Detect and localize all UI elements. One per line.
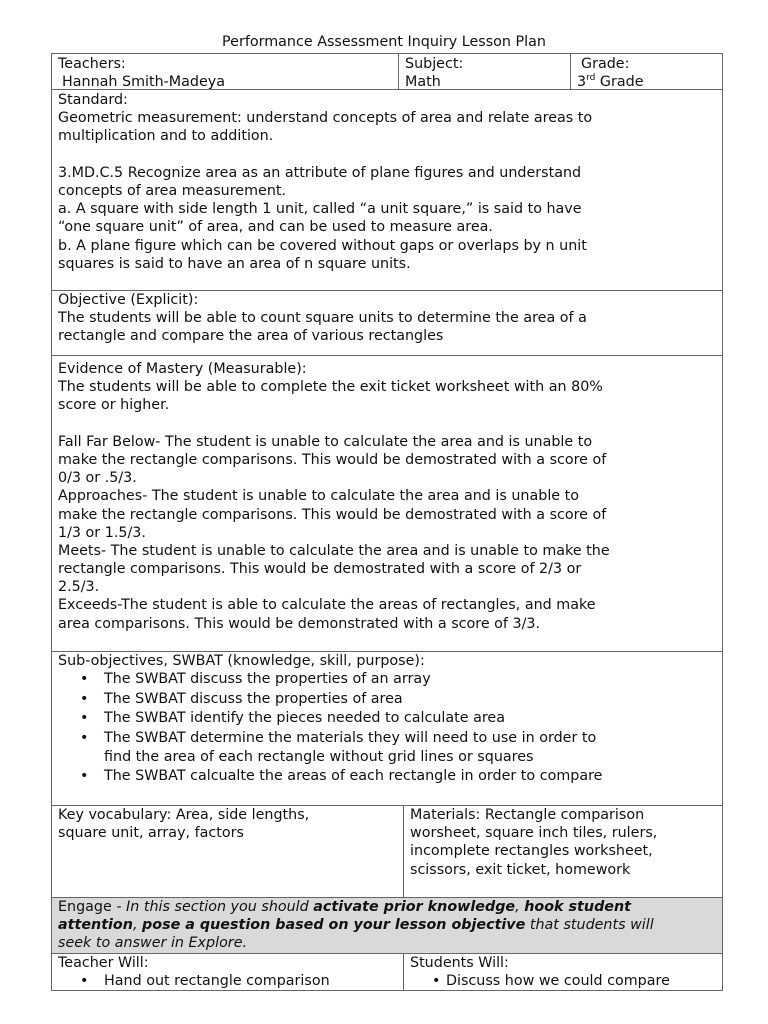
subobjectives-label: Sub-objectives, SWBAT (knowledge, skill, purpose): [58, 653, 425, 669]
grade-value [577, 73, 716, 90]
engage-text: , [515, 899, 525, 915]
evidence-line: Fall Far Below- The student is unable to calculate the area and is unable to [58, 433, 593, 450]
standard-line: Geometric measurement: understand concepts of area and relate areas to [58, 110, 593, 127]
subject-cell [398, 53, 571, 90]
grade-word: Grade [599, 74, 644, 90]
objective-section [51, 290, 723, 356]
engage-emphasis: pose a question based on your lesson objective [142, 917, 526, 934]
evidence-line: score or higher. [58, 397, 170, 414]
engage-text: seek to answer in Explore. [58, 935, 248, 952]
materials-line: worsheet, square inch tiles, rulers, [410, 825, 658, 842]
evidence-text [58, 378, 716, 633]
evidence-line: rectangle comparisons. This would be demostrated with a score of 2/3 or [58, 561, 582, 578]
standard-line: squares is said to have an area of n square units. [58, 255, 411, 272]
subobjectives-list [58, 670, 716, 787]
objective-label: Objective (Explicit): [58, 292, 199, 308]
subobjective-item: • The SWBAT discuss the properties of an array [58, 670, 716, 690]
standard-line: 3.MD.C.5 Recognize area as an attribute of plane figures and understand [58, 164, 582, 181]
teacher-will-label: Teacher Will: [58, 955, 149, 971]
standard-line: a. A square with side length 1 unit, called “a unit square,” is said to have [58, 201, 582, 218]
document-title: Performance Assessment Inquiry Lesson Plan [222, 34, 546, 50]
evidence-line: 2.5/3. [58, 579, 100, 596]
grade-number: 3 [577, 74, 587, 90]
standard-line: b. A plane figure which can be covered without gaps or overlaps by n unit [58, 237, 587, 254]
subject-label: Subject: [405, 56, 464, 72]
grade-label: Grade: [581, 56, 630, 72]
evidence-line: Approaches- The student is unable to calculate the area and is unable to [58, 488, 579, 505]
students-will-label: Students Will: [410, 955, 509, 971]
subobjective-item: find the area of each rectangle without grid lines or squares [104, 749, 534, 766]
teachers-value: Hannah Smith-Madeya [62, 74, 225, 90]
evidence-line: 1/3 or 1.5/3. [58, 524, 146, 541]
engage-emphasis: attention [58, 917, 133, 934]
vocabulary-line: Key vocabulary: Area, side lengths, [58, 807, 310, 823]
engage-emphasis: activate prior knowledge [313, 899, 516, 915]
teacher-will-cell [51, 953, 404, 991]
objective-line: rectangle and compare the area of various rectangles [58, 328, 444, 345]
subject-value: Math [405, 74, 441, 90]
standard-line: multiplication and to addition. [58, 128, 274, 145]
standard-section [51, 89, 723, 291]
evidence-line: 0/3 or .5/3. [58, 470, 137, 487]
materials-line: scissors, exit ticket, homework [410, 861, 631, 878]
engage-text: , [132, 917, 143, 934]
materials-line: incomplete rectangles worksheet, [410, 843, 653, 860]
students-will-item: • Discuss how we could compare [410, 972, 716, 991]
evidence-line: Exceeds-The student is able to calculate the areas of rectangles, and make [58, 597, 596, 614]
vocabulary-line: square unit, array, factors [58, 825, 244, 842]
standard-text [58, 109, 716, 273]
standard-label: Standard: [58, 92, 128, 108]
evidence-line: area comparisons. This would be demonstrated with a score of 3/3. [58, 615, 541, 632]
standard-line [58, 146, 716, 164]
engage-text: - In this section you should [111, 899, 314, 915]
teachers-label: Teachers: [58, 56, 126, 72]
teacher-will-item: • Hand out rectangle comparison [58, 972, 397, 991]
standard-line: “one square unit” of area, and can be used to measure area. [58, 219, 493, 236]
evidence-line: Meets- The student is unable to calculate the area and is unable to make the [58, 542, 610, 559]
evidence-section [51, 355, 723, 652]
materials-line: Materials: Rectangle comparison [410, 807, 645, 823]
subobjective-item: • The SWBAT discuss the properties of area [58, 690, 716, 710]
evidence-label: Evidence of Mastery (Measurable): [58, 361, 307, 377]
subobjective-item: • The SWBAT identify the pieces needed to calculate area [58, 709, 716, 729]
engage-emphasis: hook student [524, 899, 632, 915]
objective-line: The students will be able to count square units to determine the area of a [58, 310, 587, 327]
engage-text: that students will [525, 917, 654, 934]
teachers-cell [51, 53, 399, 90]
evidence-line [58, 415, 716, 433]
vocabulary-cell [51, 805, 404, 898]
subobjective-item: • The SWBAT determine the materials they will need to use in order to [58, 729, 716, 749]
students-will-cell [403, 953, 723, 991]
evidence-line: make the rectangle comparisons. This would be demostrated with a score of [58, 506, 607, 523]
subobjective-item: • The SWBAT calcualte the areas of each rectangle in order to compare [58, 767, 716, 787]
objective-text [58, 309, 716, 345]
engage-section [51, 897, 723, 954]
evidence-line: The students will be able to complete the exit ticket worksheet with an 80% [58, 379, 603, 396]
evidence-line: make the rectangle comparisons. This would be demostrated with a score of [58, 451, 607, 468]
engage-label: Engage [58, 899, 112, 915]
standard-line: concepts of area measurement. [58, 182, 287, 199]
grade-cell [570, 53, 723, 90]
subobjectives-section [51, 651, 723, 806]
grade-suffix: rd [586, 73, 596, 84]
materials-cell [403, 805, 723, 898]
